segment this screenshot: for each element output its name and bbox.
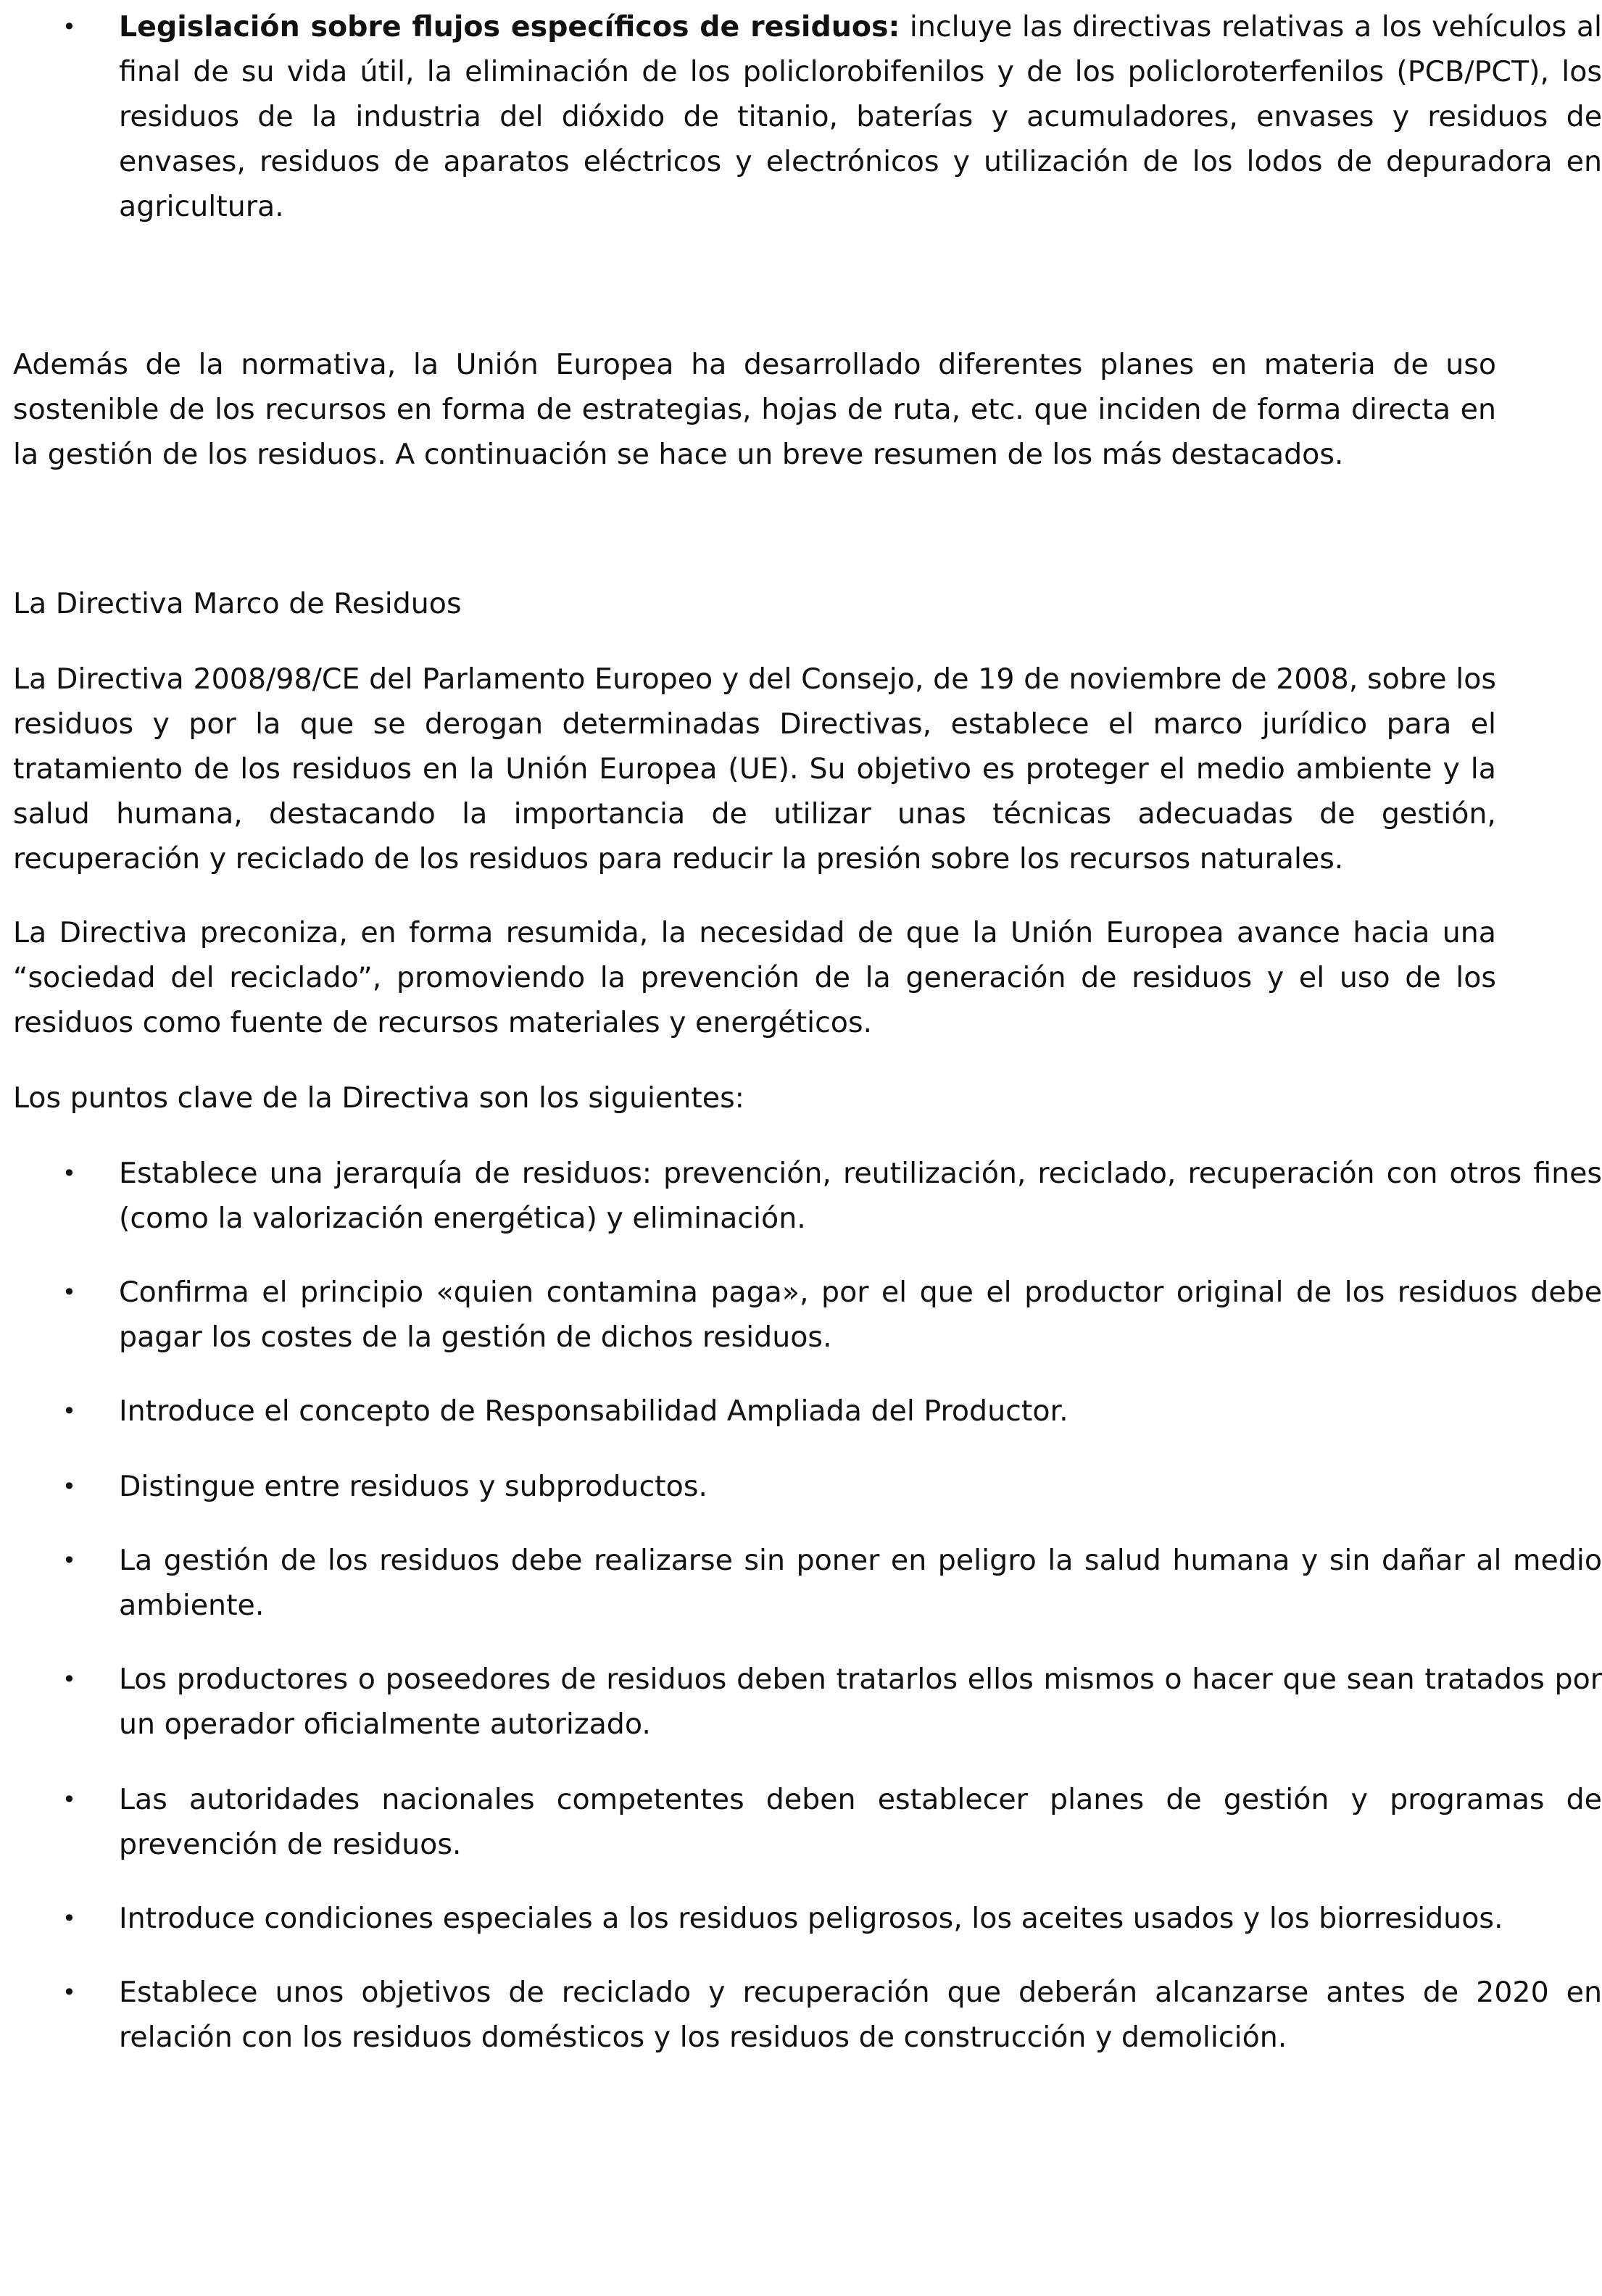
bullet-icon: • bbox=[62, 1160, 76, 1187]
list-item-text: Confirma el principio «quien contamina paga», por el que el productor original de los residuos debe pagar los costes de la gestión de dichos residuos. bbox=[119, 1276, 1602, 1354]
bullet-icon: • bbox=[62, 1397, 76, 1425]
list-item-text: Establece una jerarquía de residuos: prevención, reutilización, reciclado, recuperación con otros fines (como la valorización energética) y eliminación. bbox=[119, 1157, 1602, 1235]
list-item-text: Los productores o poseedores de residuos deben tratarlos ellos mismos o hacer que sean tratados por un operador oficialmente autorizado. bbox=[119, 1663, 1602, 1741]
paragraph-plans: Además de la normativa, la Unión Europea ha desarrollado diferentes planes en materia de uso sostenible de los recursos en forma de estrategias, hojas de ruta, etc. que inciden de forma directa en la gestión de los residuos. A continuación se hace un breve resumen de los más destacados. bbox=[13, 348, 1496, 471]
section-heading: La Directiva Marco de Residuos bbox=[13, 587, 462, 620]
bullet-icon: • bbox=[62, 1278, 76, 1306]
bullet-icon: • bbox=[62, 1473, 76, 1500]
bullet-icon: • bbox=[62, 1979, 76, 2006]
list-item bbox=[13, 1270, 1602, 1360]
list-item-text: Introduce el concepto de Responsabilidad Ampliada del Productor. bbox=[119, 1394, 1068, 1428]
list-item bbox=[13, 1970, 1602, 2060]
list-item-text: Introduce condiciones especiales a los residuos peligrosos, los aceites usados y los biorresiduos. bbox=[119, 1902, 1503, 1935]
list-item bbox=[13, 1896, 1602, 1941]
bullet-icon: • bbox=[62, 1547, 76, 1574]
list-item-text: Las autoridades nacionales competentes deben establecer planes de gestión y programas de prevención de residuos. bbox=[119, 1783, 1602, 1861]
list-item-waste-streams bbox=[13, 4, 1602, 229]
list-item-bold-lead: Legislación sobre flujos específicos de residuos: bbox=[119, 10, 900, 43]
bullet-icon: • bbox=[62, 1905, 76, 1932]
list-item-text: La gestión de los residuos debe realizarse sin poner en peligro la salud humana y sin dañar al medio ambiente. bbox=[119, 1544, 1602, 1622]
bullet-icon: • bbox=[62, 1665, 76, 1693]
list-item-text bbox=[119, 4, 1602, 229]
list-item bbox=[13, 1151, 1602, 1241]
list-item bbox=[13, 1657, 1602, 1747]
paragraph-directive: La Directiva 2008/98/CE del Parlamento Europeo y del Consejo, de 19 de noviembre de 2008, sobre los residuos y por la que se derogan determinadas Directivas, establece el marco jurídico para el tratamiento de los residuos en la Unión Europea (UE). Su objetivo es proteger el medio ambiente y la salud humana, destacando la importancia de utilizar unas técnicas adecuadas de gestión, recuperación y reciclado de los residuos para reducir la presión sobre los recursos naturales. bbox=[13, 662, 1496, 875]
bullet-icon: • bbox=[62, 1786, 76, 1813]
bullet-icon: • bbox=[62, 13, 76, 41]
list-item bbox=[13, 1538, 1602, 1628]
paragraph-key-points-intro: Los puntos clave de la Directiva son los siguientes: bbox=[13, 1081, 744, 1115]
paragraph-recycling-society: La Directiva preconiza, en forma resumida, la necesidad de que la Unión Europea avance hacia una “sociedad del reciclado”, promoviendo la prevención de la generación de residuos y el uso de los residuos como fuente de recursos materiales y energéticos. bbox=[13, 916, 1496, 1039]
list-item-text: Establece unos objetivos de reciclado y recuperación que deberán alcanzarse antes de 2020 en relación con los residuos domésticos y los residuos de construcción y demolición. bbox=[119, 1976, 1602, 2054]
list-item bbox=[13, 1389, 1602, 1434]
list-item bbox=[13, 1464, 1602, 1509]
list-item-body: incluye las directivas relativas a los vehículos al final de su vida útil, la eliminación de los policlorobifenilos y de los policloroterfenilos (PCB/PCT), los residuos de la industria del dióxido de titanio, baterías y acumuladores, envases y residuos de envases, residuos de aparatos eléctricos y electrónicos y utilización de los lodos de depuradora en agricultura. bbox=[119, 10, 1602, 223]
list-item-text: Distingue entre residuos y subproductos. bbox=[119, 1470, 707, 1503]
list-item bbox=[13, 1777, 1602, 1867]
